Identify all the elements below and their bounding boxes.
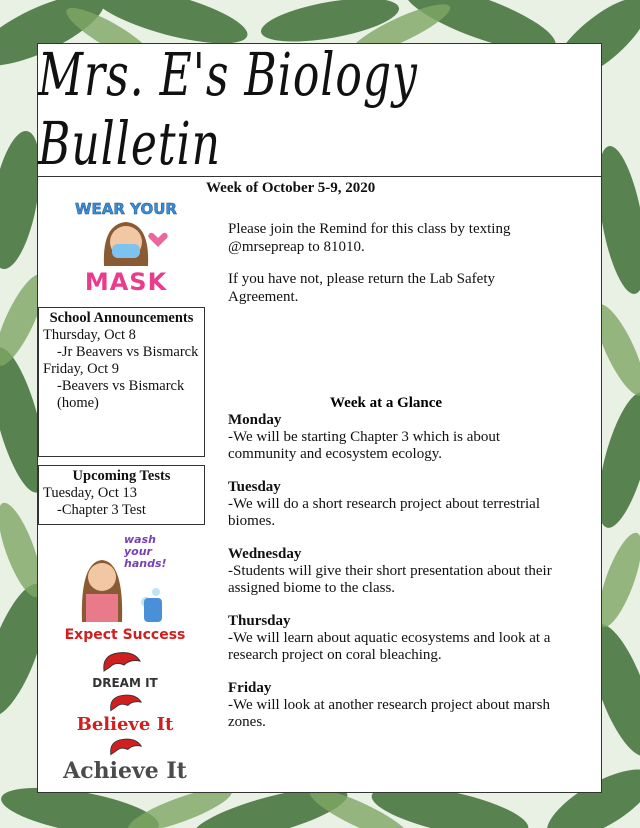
mascot-icon [100, 649, 144, 675]
day-wednesday [228, 546, 568, 597]
announcement-line: -Jr Beavers vs Bismarck [57, 344, 199, 360]
test-line: -Chapter 3 Test [57, 502, 146, 518]
day-text: -We will learn about aquatic ecosystems and look at a research project on coral bleaching. [228, 630, 551, 663]
mascot-icon [106, 692, 146, 714]
day-name: Thursday [228, 613, 291, 629]
day-monday [228, 412, 568, 463]
announcements-heading: School Announcements [49, 310, 194, 326]
day-text: -We will be starting Chapter 3 which is about community and ecosystem ecology. [228, 429, 501, 462]
lab-safety-paragraph: If you have not, please return the Lab Safety Agreement. [228, 271, 495, 305]
week-at-a-glance-heading: Week at a Glance [330, 395, 443, 411]
tests-heading: Upcoming Tests [72, 468, 171, 484]
day-text: -We will look at another research project about marsh zones. [228, 697, 551, 730]
expect-success-label: Expect Success [64, 627, 186, 643]
day-name: Friday [228, 680, 272, 696]
announcement-line: Friday, Oct 9 [43, 361, 119, 377]
day-name: Wednesday [228, 546, 302, 562]
achieve-it-label: Achieve It [63, 758, 187, 784]
upcoming-tests-box [38, 465, 205, 525]
dream-it-label: DREAM IT [92, 676, 158, 690]
wash-hands-sticker [72, 532, 172, 624]
school-announcements-box [38, 307, 205, 457]
wear-mask-sticker [66, 200, 186, 304]
face-icon [66, 218, 186, 268]
mascot-icon [106, 736, 146, 758]
bulletin-page [37, 43, 602, 793]
day-friday [228, 680, 568, 731]
announcement-line: -Beavers vs Bismarck (home) [57, 378, 185, 411]
day-name: Monday [228, 412, 282, 428]
believe-it-label: Believe It [76, 714, 174, 735]
day-text: -We will do a short research project about terrestrial biomes. [228, 496, 540, 529]
remind-paragraph: Please join the Remind for this class by texting @mrsepreap to 81010. [228, 221, 511, 255]
day-thursday [228, 613, 568, 664]
mask-sticker-bottom: MASK [84, 268, 168, 296]
day-tuesday [228, 479, 568, 530]
week-heading: Week of October 5-9, 2020 [206, 180, 376, 196]
day-name: Tuesday [228, 479, 281, 495]
page-title: Mrs. E's Biology Bulletin [38, 41, 418, 179]
mask-sticker-top: WEAR YOUR [75, 200, 177, 218]
header [38, 41, 601, 179]
day-text: -Students will give their short presentation about their assigned biome to the class. [228, 563, 552, 596]
announcement-line: Thursday, Oct 8 [43, 327, 136, 343]
test-line: Tuesday, Oct 13 [43, 485, 137, 501]
wash-hands-text: wash your hands! [124, 533, 167, 570]
